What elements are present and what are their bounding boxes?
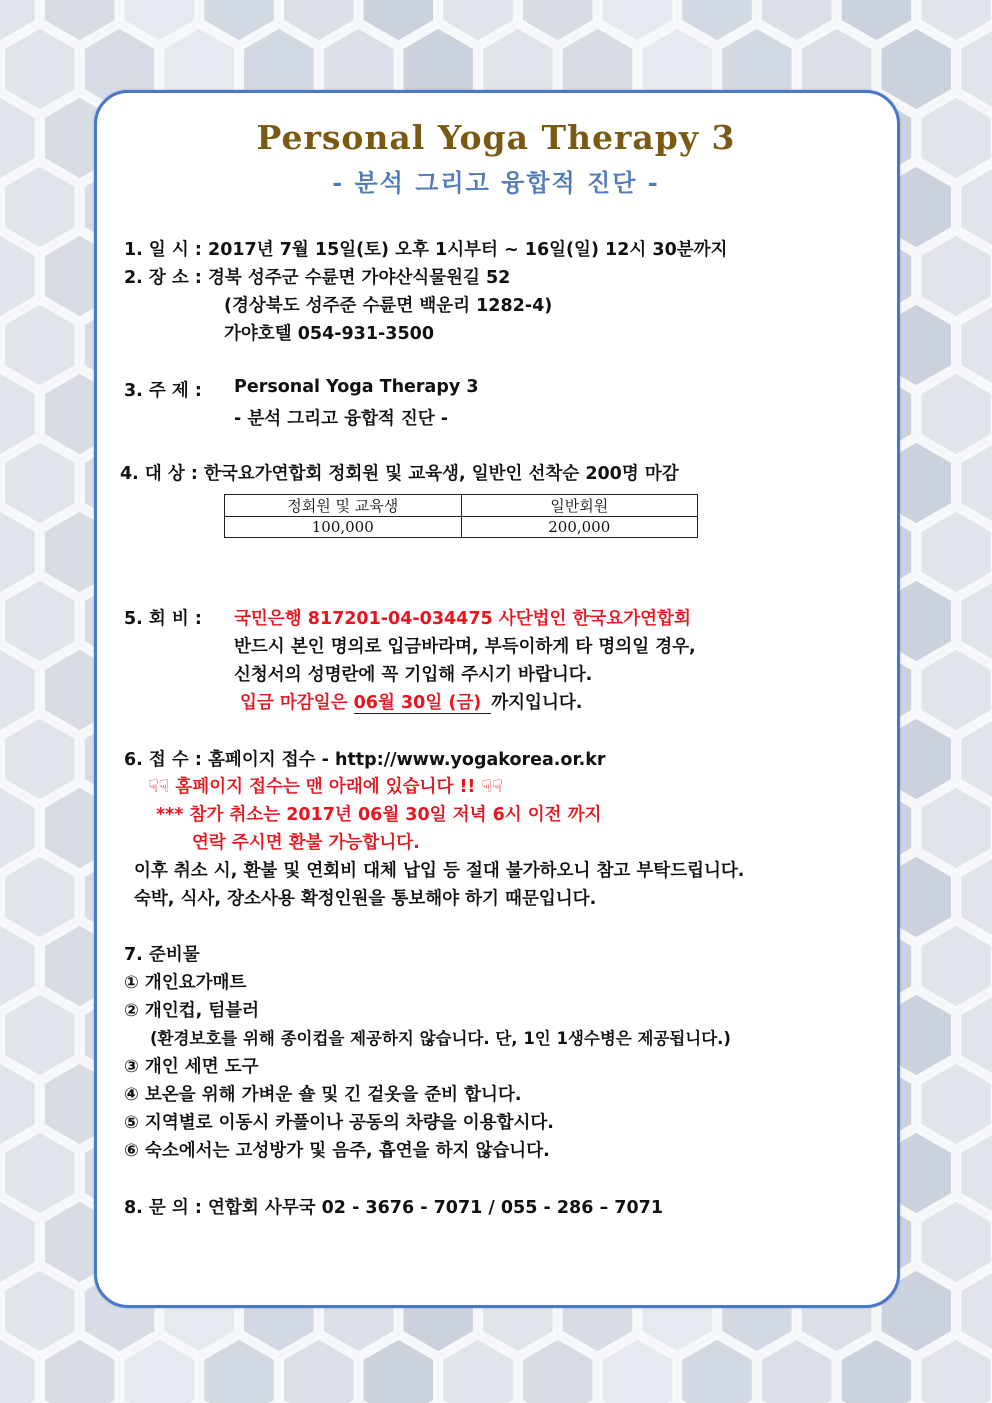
fee-table — [224, 494, 698, 538]
fee-note-1: 반드시 본인 명의로 입금바라며, 부득이하게 타 명의일 경우, — [234, 637, 696, 657]
bank-account: 국민은행 817201-04-034475 사단법인 한국요가연합회 — [234, 609, 691, 629]
supplies-item: ⑤ 지역별로 이동시 카풀이나 공동의 차량을 이용합시다. — [124, 1113, 554, 1133]
reception-row — [124, 746, 606, 771]
reception-notice-text: 홈페이지 접수는 맨 아래에 있습니다 !! — [175, 777, 476, 797]
place-address-old: (경상북도 성주준 수륜면 백운리 1282-4) — [224, 296, 553, 316]
reception-notice — [148, 773, 503, 798]
date-value: 2017년 7월 15일(토) 오후 1시부터 ~ 16일(일) 12시 30분까지 — [208, 240, 728, 260]
date-label: 1. 일 시 : — [124, 240, 202, 260]
deadline-suffix: 까지입니다. — [491, 693, 583, 713]
target-row — [120, 460, 679, 485]
place-hotel: 가야호텔 054-931-3500 — [224, 324, 435, 344]
cancel-refund: 연락 주시면 환불 가능합니다. — [192, 833, 420, 853]
place-label: 2. 장 소 : — [124, 268, 202, 288]
supplies-item: ③ 개인 세면 도구 — [124, 1057, 259, 1077]
reception-label: 6. 접 수 : — [124, 750, 202, 770]
supplies-item: ⑥ 숙소에서는 고성방가 및 음주, 흡연을 하지 않습니다. — [124, 1141, 550, 1161]
contact-row — [124, 1194, 663, 1219]
reception-value: 홈페이지 접수 - http://www.yogakorea.or.kr — [208, 750, 606, 770]
topic-label: 3. 주 제 : — [124, 381, 202, 401]
cancel-deadline: *** 참가 취소는 2017년 06월 30일 저녁 6시 이전 까지 — [156, 805, 602, 825]
supplies-item: ② 개인컵, 텀블러 — [124, 1001, 260, 1021]
page-title: Personal Yoga Therapy 3 — [256, 118, 736, 157]
cancel-policy-2: 숙박, 식사, 장소사용 확정인원을 통보해야 하기 때문입니다. — [134, 889, 597, 909]
cancel-policy-1: 이후 취소 시, 환불 및 연회비 대체 납입 등 절대 불가하오니 참고 부탁드립니다. — [134, 861, 745, 881]
page-subtitle: - 분석 그리고 융합적 진단 - — [332, 168, 660, 197]
target-value: 한국요가연합회 정회원 및 교육생, 일반인 선착순 200명 마감 — [204, 464, 679, 484]
deadline-prefix: 입금 마감일은 — [240, 693, 354, 713]
contact-label: 8. 문 의 : — [124, 1198, 202, 1218]
supplies-label: 7. 준비물 — [124, 945, 200, 965]
fee-header-member: 정회원 및 교육생 — [225, 495, 462, 517]
topic-title: Personal Yoga Therapy 3 — [234, 377, 479, 397]
target-label: 4. 대 상 : — [120, 464, 198, 484]
pointing-hand-icon: ☟☟ — [481, 777, 503, 797]
contact-value: 연합회 사무국 02 - 3676 - 7071 / 055 - 286 – 7071 — [208, 1198, 664, 1218]
supplies-item-note: (환경보호를 위해 종이컵을 제공하지 않습니다. 단, 1인 1생수병은 제공됩니다.) — [150, 1029, 731, 1048]
date-row — [124, 236, 727, 261]
fee-value-general: 200,000 — [461, 517, 698, 538]
fee-note-2: 신청서의 성명란에 꼭 기입해 주시기 바랍니다. — [234, 665, 593, 685]
supplies-item: ④ 보온을 위해 가벼운 숄 및 긴 겉옷을 준비 합니다. — [124, 1085, 522, 1105]
deadline-date: 06월 30일 (금) — [354, 693, 492, 714]
topic-subtitle: - 분석 그리고 융합적 진단 - — [234, 409, 449, 429]
fee-table-header-row — [225, 495, 698, 517]
supplies-item: ① 개인요가매트 — [124, 973, 247, 993]
place-row — [124, 264, 510, 289]
fee-table-value-row — [225, 517, 698, 538]
fee-header-general: 일반회원 — [461, 495, 698, 517]
pointing-hand-icon: ☟☟ — [148, 777, 170, 797]
fee-deadline — [240, 689, 582, 714]
fee-label: 5. 회 비 : — [124, 609, 202, 629]
place-address: 경북 성주군 수륜면 가야산식물원길 52 — [208, 268, 511, 288]
fee-value-member: 100,000 — [225, 517, 462, 538]
